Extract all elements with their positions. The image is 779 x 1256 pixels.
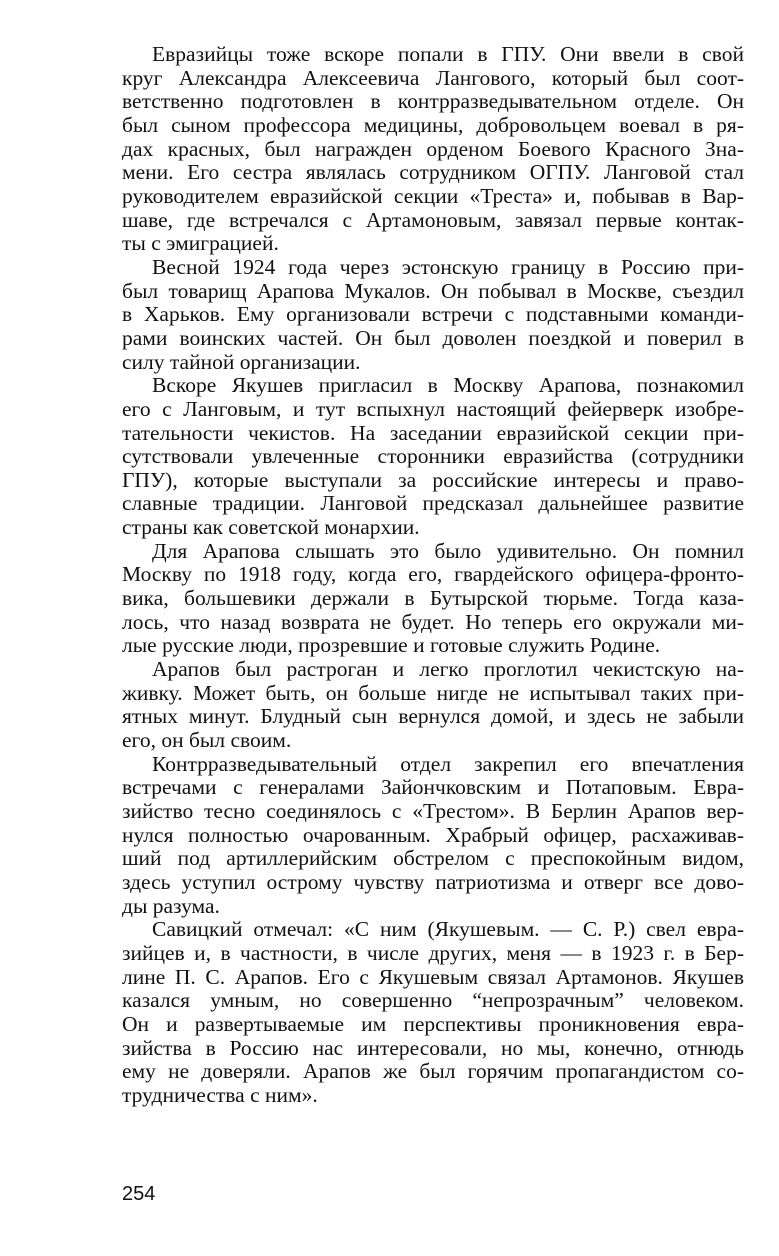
paragraph bbox=[122, 658, 744, 753]
text-line: лые русские люди, прозревшие и готовые служить Родине. bbox=[122, 633, 661, 658]
text-line: Вскоре Якушев пригласил в Москву Арапова, познакомил bbox=[152, 373, 744, 398]
paragraph bbox=[122, 43, 744, 256]
text-line: дах красных, был награжден орденом Боевого Красного Зна- bbox=[122, 136, 744, 161]
text-line: зийцев и, в частности, в числе других, меня — в 1923 г. в Бер- bbox=[122, 940, 744, 965]
text-line: тательности чекистов. На заседании евразийской секции при- bbox=[122, 420, 744, 445]
text-line: сутствовали увлеченные сторонники евразийства (сотрудники bbox=[122, 444, 744, 469]
text-line: Савицкий отмечал: «С ним (Якушевым. — С. Р.) свел евра- bbox=[152, 917, 744, 942]
text-line: ший под артиллерийским обстрелом с преспокойным видом, bbox=[122, 846, 744, 871]
text-line: ГПУ), которые выступали за российские интересы и право- bbox=[122, 467, 744, 492]
text-line: Весной 1924 года через эстонскую границу в Россию при- bbox=[152, 254, 744, 279]
text-line: страны как советской монархии. bbox=[122, 515, 420, 540]
text-line: был сыном профессора медицины, добровольцем воевал в ря- bbox=[122, 112, 744, 137]
text-line: славные традиции. Ланговой предсказал дальнейшее развитие bbox=[122, 491, 744, 516]
text-line: руководителем евразийской секции «Треста» и, побывав в Вар- bbox=[122, 183, 744, 208]
text-line: шаве, где встречался с Артамоновым, завязал первые контак- bbox=[122, 207, 744, 232]
text-line: Контрразведывательный отдел закрепил его впечатления bbox=[152, 751, 744, 776]
paragraph bbox=[122, 374, 744, 540]
text-line: зийство тесно соединялось с «Трестом». В Берлин Арапов вер- bbox=[122, 799, 744, 823]
text-line: рами воинских частей. Он был доволен поездкой и поверил в bbox=[122, 325, 744, 350]
text-line: лось, что назад возврата не будет. Но теперь его окружали ми- bbox=[122, 609, 744, 634]
text-line: ды разума. bbox=[122, 893, 220, 918]
text-line: его, он был своим. bbox=[122, 728, 292, 753]
paragraph bbox=[122, 753, 744, 919]
text-line: трудничества с ним». bbox=[122, 1082, 318, 1107]
text-line: казался умным, но совершенно “непрозрачным” человеком. bbox=[122, 988, 744, 1013]
text-line: ятных минут. Блудный сын вернулся домой, и здесь не забыли bbox=[122, 704, 744, 729]
text-line: живку. Может быть, он больше нигде не испытывал таких при- bbox=[122, 680, 744, 705]
text-line: Для Арапова слышать это было удивительно. Он помнил bbox=[152, 538, 744, 563]
text-line: лине П. С. Арапов. Его с Якушевым связал Артамонов. Якушев bbox=[122, 964, 744, 989]
text-line: зийства в Россию нас интересовали, но мы, конечно, отнюдь bbox=[122, 1035, 744, 1060]
text-line: был товарищ Арапова Мукалов. Он побывал в Москве, съездил bbox=[122, 278, 744, 303]
text-line: здесь уступил острому чувству патриотизма и отверг все дово- bbox=[122, 869, 744, 894]
text-line: ветственно подготовлен в контрразведывательном отделе. Он bbox=[122, 89, 744, 114]
text-line: Москву по 1918 году, когда его, гвардейского офицера-фронто- bbox=[122, 562, 744, 587]
text-line: мени. Его сестра являлась сотрудником ОГПУ. Ланговой стал bbox=[122, 160, 744, 185]
text-line: Арапов был растроган и легко проглотил чекистскую на- bbox=[152, 657, 744, 682]
text-line: нулся полностью очарованным. Храбрый офицер, расхаживав- bbox=[122, 822, 744, 847]
text-line: Евразийцы тоже вскоре попали в ГПУ. Они ввели в свой bbox=[152, 42, 744, 66]
text-line: ему не доверяли. Арапов же был горячим пропагандистом со- bbox=[122, 1059, 744, 1084]
paragraph bbox=[122, 540, 744, 658]
text-line: его с Ланговым, и тут вспыхнул настоящий фейерверк изобре- bbox=[122, 396, 744, 421]
text-line: ты с эмиграцией. bbox=[122, 231, 279, 256]
text-line: круг Александра Алексеевича Лангового, который был соот- bbox=[122, 65, 744, 90]
text-line: силу тайной организации. bbox=[122, 349, 361, 374]
text-line: встречами с генералами Зайончковским и Потаповым. Евра- bbox=[122, 775, 744, 800]
text-line: в Харьков. Ему организовали встречи с подставными команди- bbox=[122, 302, 744, 327]
paragraph bbox=[122, 256, 744, 374]
page-number: 254 bbox=[122, 1183, 156, 1205]
paragraph bbox=[122, 918, 744, 1107]
page-text bbox=[122, 43, 744, 1108]
text-line: вика, большевики держали в Бутырской тюрьме. Тогда каза- bbox=[122, 586, 744, 611]
text-line: Он и развертываемые им перспективы проникновения евра- bbox=[122, 1011, 744, 1036]
